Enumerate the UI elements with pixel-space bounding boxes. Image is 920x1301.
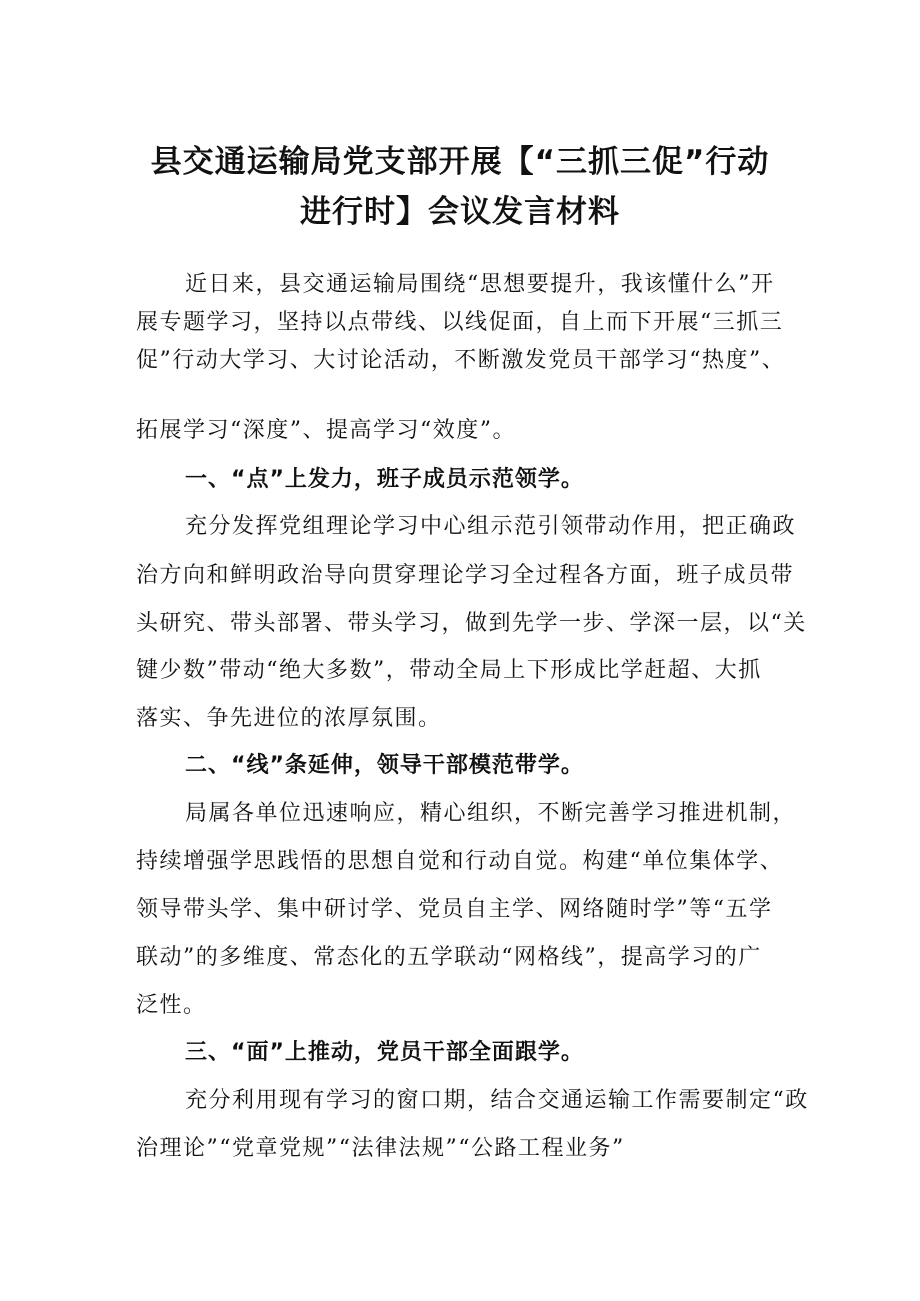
section-2-line-4: 联动”的多维度、常态化的五学联动“网格线”，提高学习的广 [136, 945, 762, 970]
section-1-line-5: 落实、争先进位的浓厚氛围。 [136, 706, 442, 731]
section-2-line-2: 持续增强学思践悟的思想自觉和行动自觉。构建“单位集体学、 [136, 849, 784, 874]
intro-line-4: 拓展学习“深度”、提高学习“效度”。 [136, 418, 516, 443]
section-1-heading: 一、“点”上发力，班子成员示范领学。 [185, 467, 584, 492]
intro-line-1: 近日来，县交通运输局围绕“思想要提升，我该懂什么”开 [185, 272, 775, 297]
section-1-line-1: 充分发挥党组理论学习中心组示范引领带动作用，把正确政 [185, 514, 797, 539]
section-1-line-3: 头研究、带头部署、带头学习，做到先学一步、学深一层，以“关 [136, 611, 807, 636]
intro-line-2: 展专题学习，坚持以点带线、以线促面，自上而下开展“三抓三 [136, 310, 784, 335]
document-title-line-2: 进行时】会议发言材料 [300, 194, 620, 230]
section-3-heading: 三、“面”上推动，党员干部全面跟学。 [185, 1040, 584, 1065]
intro-line-3: 促”行动大学习、大讨论活动，不断激发党员干部学习“热度”、 [136, 348, 786, 373]
section-1-line-2: 治方向和鲜明政治导向贯穿理论学习全过程各方面，班子成员带 [136, 563, 795, 588]
section-1-line-4: 键少数”带动“绝大多数”，带动全局上下形成比学赶超、大抓 [136, 658, 762, 683]
section-2-line-1: 局属各单位迅速响应，精心组织，不断完善学习推进机制， [185, 801, 797, 826]
section-2-line-5: 泛性。 [136, 993, 207, 1018]
section-3-line-2: 治理论”“党章党规”“法律法规”“公路工程业务” [136, 1136, 625, 1161]
section-2-heading: 二、“线”条延伸，领导干部模范带学。 [185, 753, 584, 778]
section-3-line-1: 充分利用现有学习的窗口期，结合交通运输工作需要制定“政 [185, 1088, 809, 1113]
document-title-line-1: 县交通运输局党支部开展【“三抓三促”行动 [150, 144, 770, 180]
section-2-line-3: 领导带头学、集中研讨学、党员自主学、网络随时学”等“五学 [136, 897, 773, 922]
